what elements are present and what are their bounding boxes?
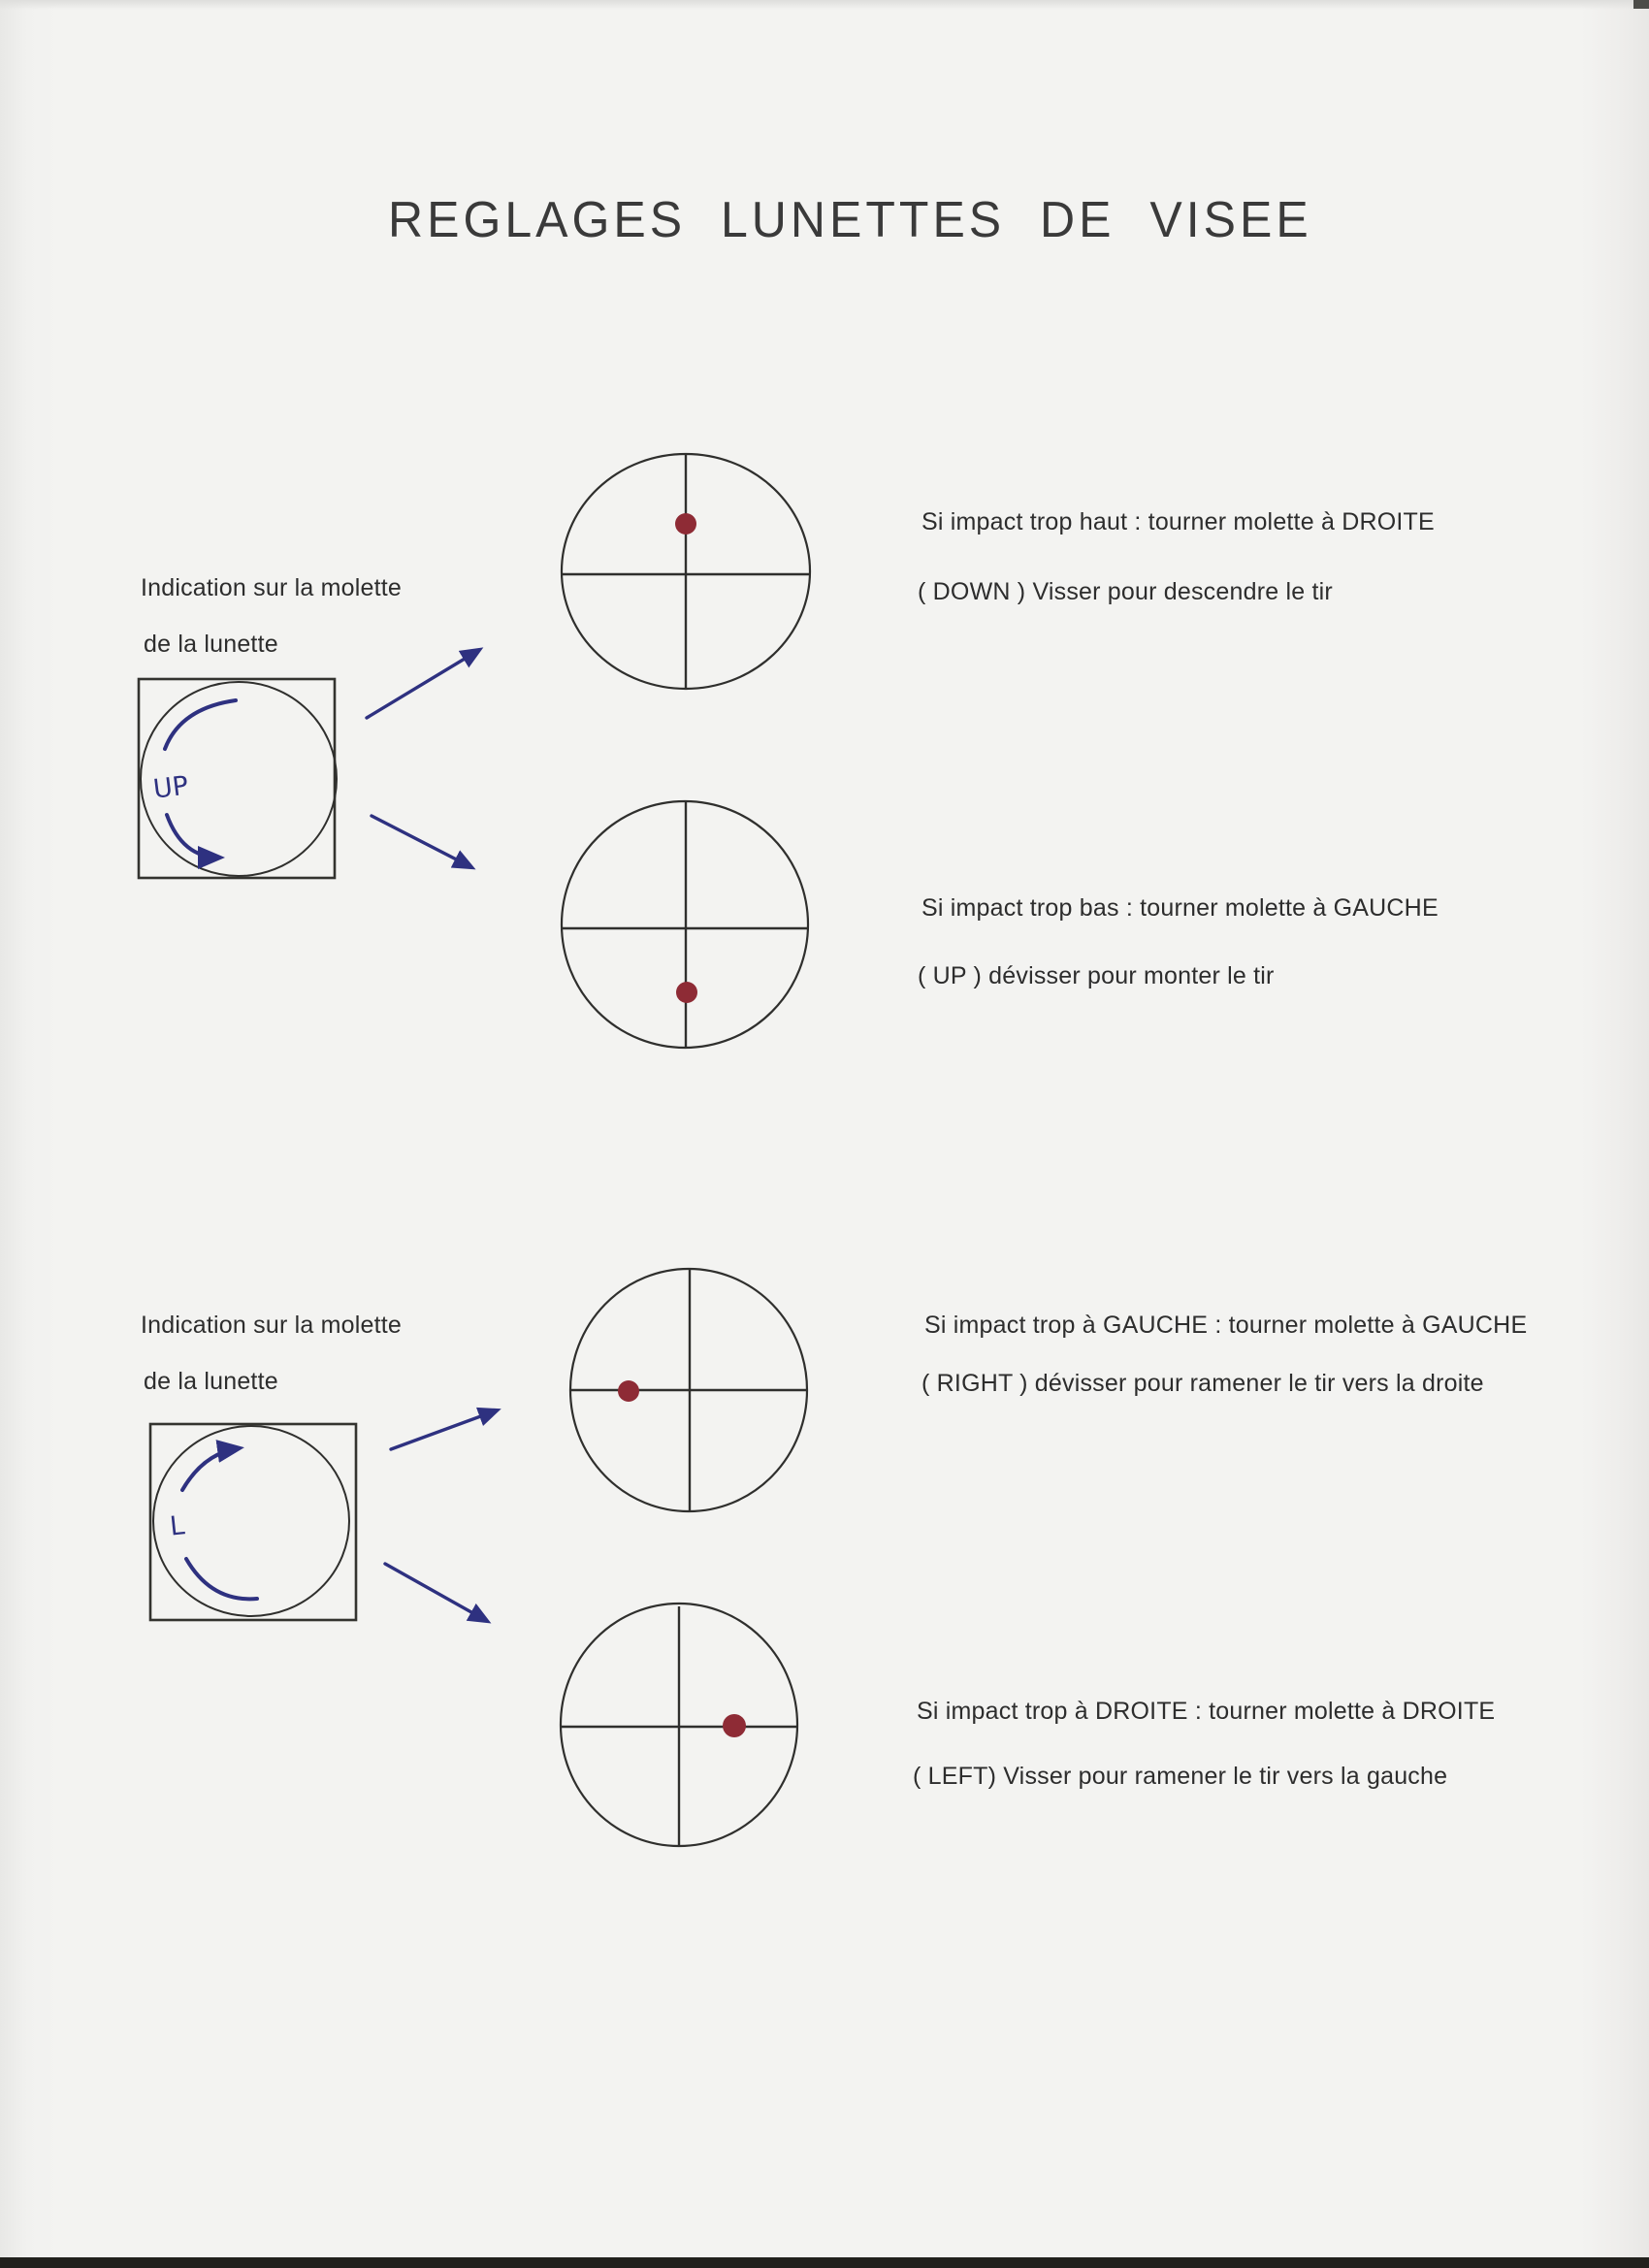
elevation-dial-box <box>139 679 337 878</box>
reticle-impact-left <box>570 1269 807 1511</box>
dial-label-line2: de la lunette <box>144 1368 278 1395</box>
instruction-high-line1: Si impact trop haut : tourner molette à DROITE <box>922 508 1435 535</box>
scan-corner-artifact <box>1633 0 1649 9</box>
dial-l-arc-top-arrow <box>182 1448 239 1490</box>
reticle-impact-high <box>562 454 810 689</box>
connector-arrow-to-left-impact <box>391 1410 497 1449</box>
reticle-impact-right <box>561 1604 797 1846</box>
instruction-right-line1: Si impact trop à DROITE : tourner molette à DROITE <box>917 1698 1496 1725</box>
reticle-impact-low <box>562 801 808 1048</box>
dial-l-arc-bottom <box>186 1559 257 1599</box>
instruction-low-line1: Si impact trop bas : tourner molette à GAUCHE <box>922 894 1439 922</box>
connector-arrow-to-low-impact <box>372 816 471 867</box>
instruction-low-line2: ( UP ) dévisser pour monter le tir <box>918 962 1275 989</box>
dial-label-line1: Indication sur la molette <box>141 1312 403 1339</box>
impact-dot-right-of-center <box>723 1714 746 1737</box>
instruction-left-line2: ( RIGHT ) dévisser pour ramener le tir vers la droite <box>922 1370 1484 1397</box>
instruction-right-line2: ( LEFT) Visser pour ramener le tir vers la gauche <box>913 1763 1448 1790</box>
scan-bottom-edge <box>0 2257 1649 2268</box>
dial-label-line1: Indication sur la molette <box>141 574 403 601</box>
dial-up-arc-top <box>165 700 236 749</box>
dial-label-line2: de la lunette <box>144 631 278 658</box>
impact-dot-left-of-center <box>618 1380 639 1402</box>
connector-arrow-to-right-impact <box>385 1564 487 1621</box>
page-title: REGLAGES LUNETTES DE VISEE <box>388 191 1312 248</box>
impact-dot-above-center <box>675 513 696 535</box>
windage-dial-box <box>150 1424 356 1620</box>
dial-marking-up: UP <box>151 770 190 805</box>
dial-up-arc-bottom-arrow <box>167 815 219 858</box>
impact-dot-below-center <box>676 982 697 1003</box>
connector-arrow-to-high-impact <box>367 650 479 718</box>
instruction-left-line1: Si impact trop à GAUCHE : tourner molette à GAUCHE <box>924 1312 1528 1339</box>
dial-marking-l: L <box>168 1510 186 1542</box>
instruction-high-line2: ( DOWN ) Visser pour descendre le tir <box>918 578 1333 605</box>
